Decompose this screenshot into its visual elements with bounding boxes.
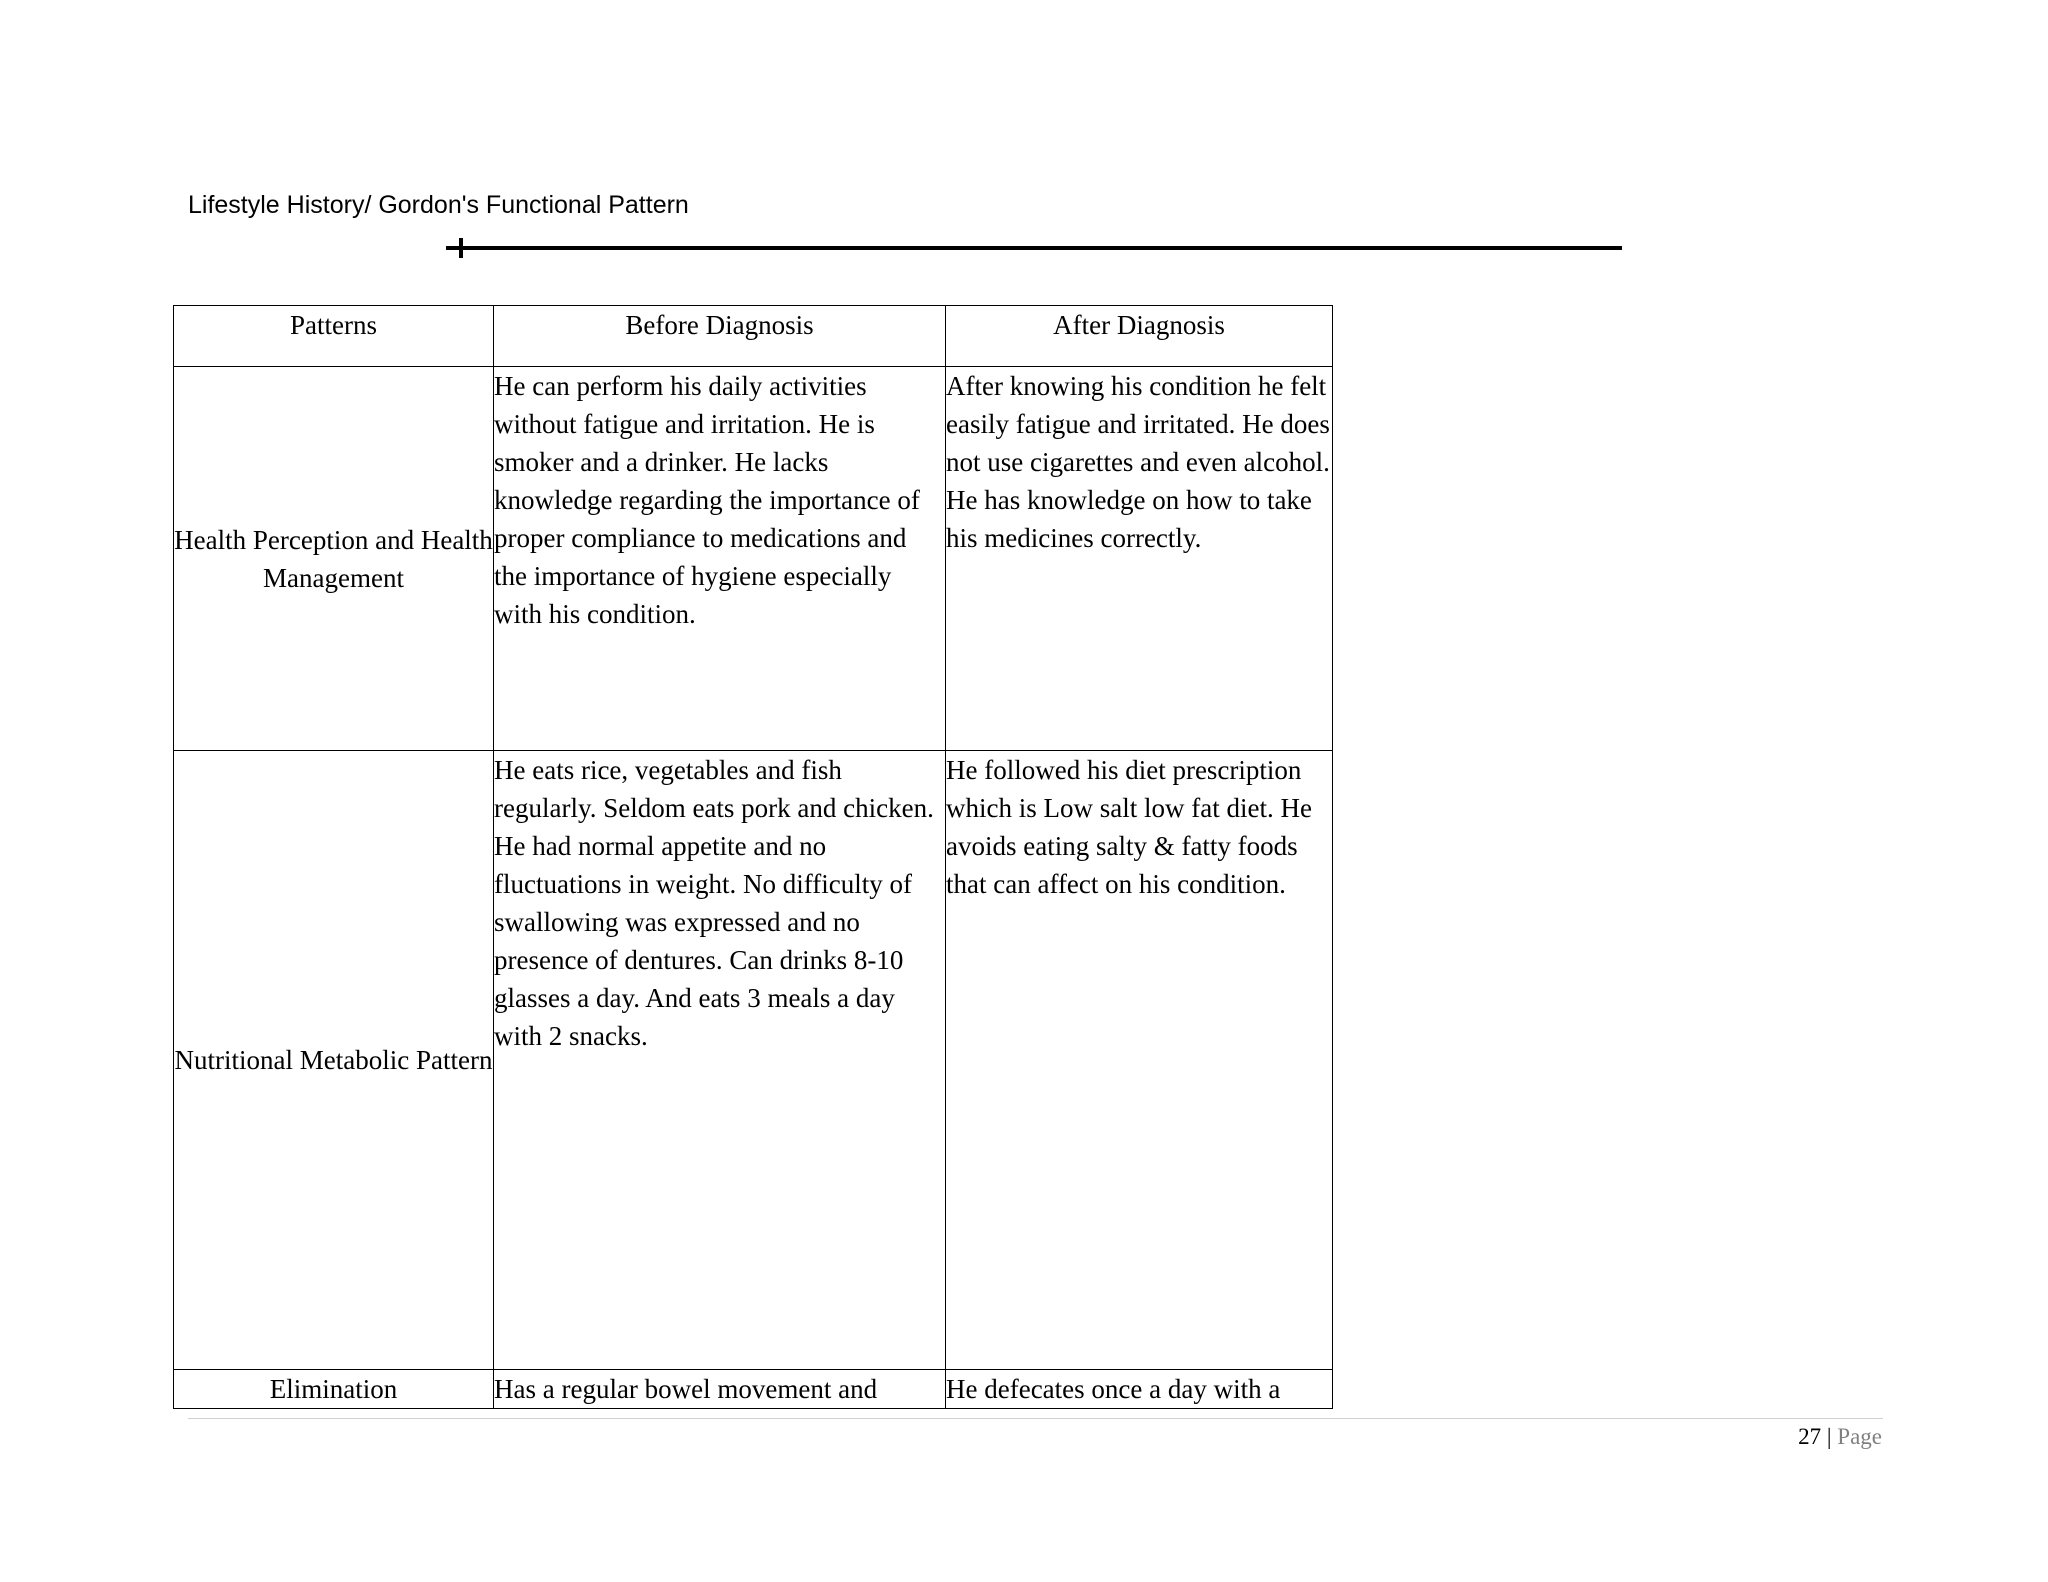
page-footer	[1798, 1422, 1882, 1452]
header-rule	[446, 246, 1622, 250]
pattern-cell: Elimination	[174, 1370, 494, 1409]
before-diagnosis-cell: Has a regular bowel movement and	[494, 1370, 946, 1409]
after-diagnosis-cell: He followed his diet prescription which is Low salt low fat diet. He avoids eating salty & fatty foods that can affect on his condition.	[946, 751, 1333, 1370]
pattern-cell: Health Perception and Health Management	[174, 367, 494, 751]
footer-separator: |	[1826, 1424, 1832, 1449]
column-header-after-diagnosis: After Diagnosis	[946, 306, 1333, 367]
before-diagnosis-cell: He can perform his daily activities without fatigue and irritation. He is smoker and a drinker. He lacks knowledge regarding the importance of proper compliance to medications and the importance of hygiene especially with his condition.	[494, 367, 946, 751]
after-diagnosis-cell: After knowing his condition he felt easily fatigue and irritated. He does not use cigarettes and even alcohol. He has knowledge on how to take his medicines correctly.	[946, 367, 1333, 751]
table-row	[174, 1370, 1333, 1409]
before-diagnosis-cell: He eats rice, vegetables and fish regularly. Seldom eats pork and chicken. He had normal appetite and no fluctuations in weight. No difficulty of swallowing was expressed and no presence of dentures. Can drinks 8-10 glasses a day. And eats 3 meals a day with 2 snacks.	[494, 751, 946, 1370]
pattern-cell: Nutritional Metabolic Pattern	[174, 751, 494, 1370]
column-header-patterns: Patterns	[174, 306, 494, 367]
column-header-before-diagnosis: Before Diagnosis	[494, 306, 946, 367]
page-number: 27	[1798, 1424, 1822, 1449]
gordon-pattern-table	[173, 305, 1333, 1409]
table-header-row	[174, 306, 1333, 367]
table-row	[174, 367, 1333, 751]
page-header-title: Lifestyle History/ Gordon's Functional Pattern	[188, 191, 689, 219]
header-rule-tick	[459, 238, 463, 258]
after-diagnosis-cell: He defecates once a day with a	[946, 1370, 1333, 1409]
table-row	[174, 751, 1333, 1370]
page-label: Page	[1837, 1424, 1882, 1449]
footer-rule	[188, 1418, 1883, 1419]
